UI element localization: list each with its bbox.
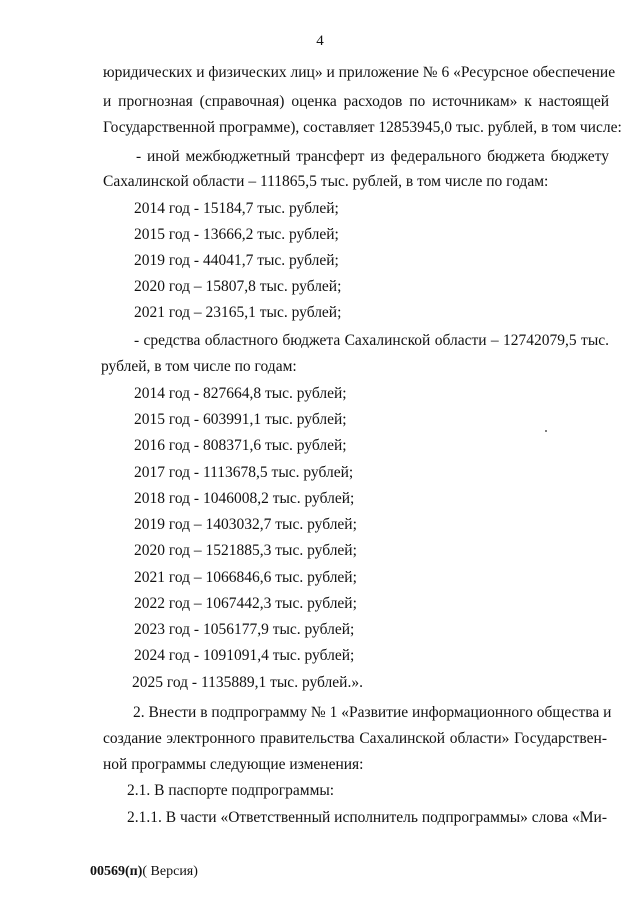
text-line: создание электронного правительства Сахалинской области» Государствен- — [103, 730, 607, 747]
year-line: 2015 год - 13666,2 тыс. рублей; — [134, 226, 339, 243]
text-line: - средства областного бюджета Сахалинской области – 12742079,5 тыс. — [134, 332, 609, 349]
text-line: и прогнозная (справочная) оценка расходов по источникам» к настоящей — [103, 93, 609, 110]
year-line: 2021 год – 1066846,6 тыс. рублей; — [134, 569, 357, 586]
page-number: 4 — [316, 33, 324, 49]
year-line: 2020 год – 15807,8 тыс. рублей; — [134, 278, 342, 295]
text-line: Государственной программе), составляет 12853945,0 тыс. рублей, в том числе: — [103, 119, 622, 136]
text-line: Сахалинской области – 111865,5 тыс. рублей, в том числе по годам: — [103, 173, 549, 190]
year-line: 2016 год - 808371,6 тыс. рублей; — [134, 437, 347, 454]
text-line: рублей, в том числе по годам: — [101, 358, 297, 375]
year-line: 2021 год – 23165,1 тыс. рублей; — [134, 304, 342, 321]
text-line: юридических и физических лиц» и приложение № 6 «Ресурсное обеспечение — [103, 64, 616, 81]
text-line: ной программы следующие изменения: — [103, 756, 364, 773]
text-line: 2. Внести в подпрограмму № 1 «Развитие информационного общества и — [133, 704, 612, 721]
year-line: 2014 год - 827664,8 тыс. рублей; — [134, 385, 347, 402]
text-line: - иной межбюджетный трансферт из федерального бюджета бюджету — [136, 148, 609, 165]
document-footer — [90, 864, 198, 880]
year-line: 2018 год - 1046008,2 тыс. рублей; — [134, 490, 355, 507]
year-line: 2020 год – 1521885,3 тыс. рублей; — [134, 542, 357, 559]
year-line: 2019 год - 44041,7 тыс. рублей; — [134, 252, 339, 269]
year-line: 2019 год – 1403032,7 тыс. рублей; — [134, 516, 357, 533]
year-line: 2017 год - 1113678,5 тыс. рублей; — [134, 464, 354, 481]
text-line: 2.1. В паспорте подпрограммы: — [127, 782, 335, 799]
document-version: ( Версия) — [142, 864, 198, 879]
year-line: 2024 год - 1091091,4 тыс. рублей; — [134, 647, 355, 664]
year-line: 2022 год – 1067442,3 тыс. рублей; — [134, 595, 357, 612]
year-line: 2014 год - 15184,7 тыс. рублей; — [134, 200, 339, 217]
year-line: 2015 год - 603991,1 тыс. рублей; — [134, 411, 347, 428]
text-line: 2.1.1. В части «Ответственный исполнитель подпрограммы» слова «Ми- — [127, 809, 608, 826]
document-code: 00569(п) — [90, 864, 143, 879]
year-line: 2023 год - 1056177,9 тыс. рублей; — [134, 621, 355, 638]
scan-speck — [545, 430, 547, 432]
year-line: 2025 год - 1135889,1 тыс. рублей.». — [132, 674, 363, 691]
